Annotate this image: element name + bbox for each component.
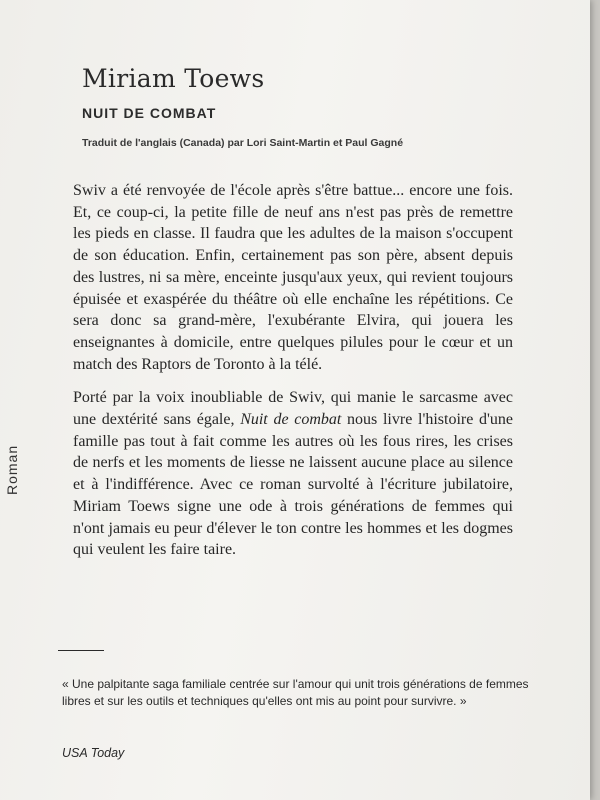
translation-credit: Traduit de l'anglais (Canada) par Lori Saint-Martin et Paul Gagné [82,137,404,149]
synopsis-paragraph-2 [73,387,513,561]
author-name: Miriam Toews [82,64,265,93]
quote-source: USA Today [62,746,125,760]
paragraph-2-text-start: Porté par la voix inoubliable de Swiv, qui manie le sarcasme avec une dextérité sans égale, [73,389,513,429]
book-title: NUIT DE COMBAT [82,105,217,121]
genre-label: Roman [4,444,20,496]
press-quote: « Une palpitante saga familiale centrée sur l'amour qui unit trois générations de femmes libres et sur les outils et techniques qu'elles ont mis au point pour survivre. » [62,677,529,708]
divider [58,650,104,651]
synopsis-paragraph-1: Swiv a été renvoyée de l'école après s'être battue... encore une fois. Et, ce coup-ci, la petite fille de neuf ans n'est pas près de remettre les pieds en classe. Il faudra que les adultes de la maison s'occupent de son éducation. Enfin, certainement pas son père, absent depuis des lustres, ni sa mère, enceinte jusqu'aux yeux, qui revient toujours épuisée et exaspérée du théâtre où elle enchaîne les répétitions. Ce sera donc sa grand-mère, l'exubérante Elvira, qui jouera les enseignantes à domicile, entre quelques pilules pour le cœur et un match des Raptors de Toronto à la télé. [73,182,513,373]
synopsis [73,180,513,561]
book-title-italic: Nuit de combat [240,411,342,429]
paragraph-2-text-end: nous livre l'histoire d'une famille pas tout à fait comme les autres où les fous rires, les crises de nerfs et les moments de liesse ne laissent aucune place au silence et à l'indifférence. Avec ce roman survolté à l'écriture jubilatoire, Miriam Toews signe une ode à trois générations de femmes qui n'ont jamais eu peur d'élever le ton contre les hommes et les dogmes qui veulent les faire taire. [73,411,514,559]
